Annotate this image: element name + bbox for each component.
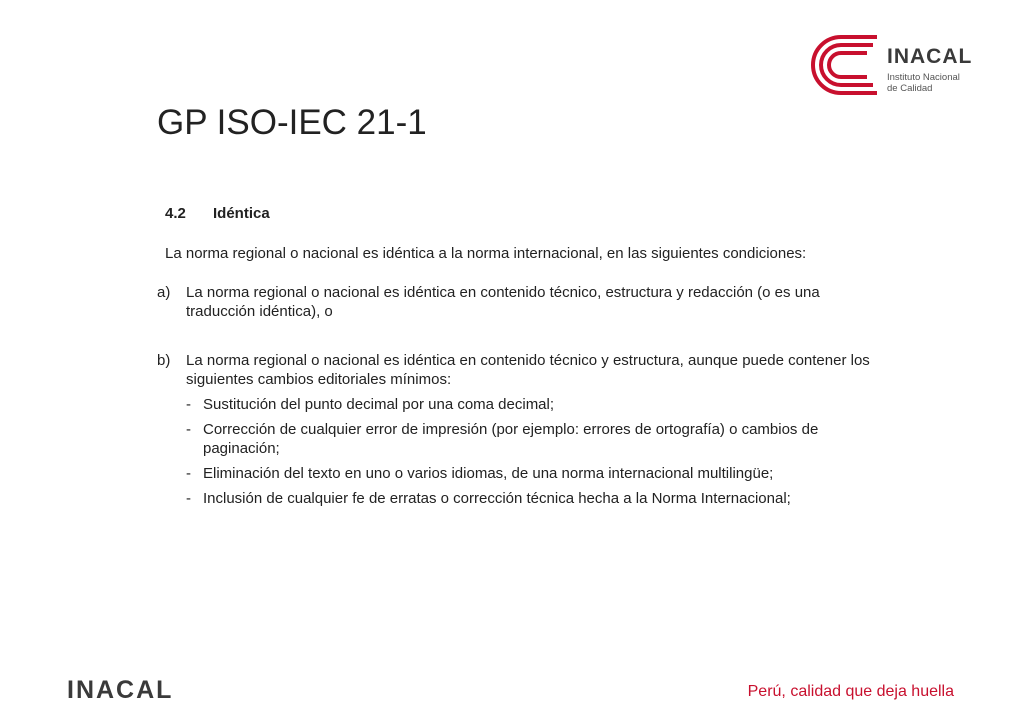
list-item [186,420,877,458]
logo-name: INACAL [887,45,973,68]
dash-bullet: - [186,490,191,507]
intro-paragraph: La norma regional o nacional es idéntica a la norma internacional, en las siguientes condiciones: [165,245,807,262]
document-body [157,204,877,508]
logo-subtitle [887,72,987,94]
dash-bullet: - [186,465,191,482]
inacal-logo [801,32,981,98]
logo-subtitle-line1: Instituto Nacional [887,72,960,83]
inacal-emblem-icon [801,32,881,98]
condition-text: La norma regional o nacional es idéntica en contenido técnico, estructura y redacción (o es una traducción idéntica), o [186,284,820,320]
list-item [186,464,877,483]
condition-a [157,283,877,321]
dash-bullet: - [186,421,191,438]
condition-letter: b) [157,352,171,369]
list-item-text: Eliminación del texto en uno o varios idiomas, de una norma internacional multilingüe; [203,465,774,482]
editorial-changes-list [186,395,877,508]
dash-bullet: - [186,396,191,413]
condition-body [186,351,877,508]
list-item-text: Inclusión de cualquier fe de erratas o corrección técnica hecha a la Norma Internacional; [203,490,791,507]
condition-b [157,351,877,508]
list-item-text: Sustitución del punto decimal por una coma decimal; [203,396,555,413]
logo-subtitle-line2: de Calidad [887,83,933,94]
list-item [186,489,877,508]
condition-text: La norma regional o nacional es idéntica en contenido técnico y estructura, aunque puede contener los siguientes cambios editoriales mínimos: [186,352,870,388]
footer-slogan: Perú, calidad que deja huella [747,683,954,700]
section-title: Idéntica [213,205,270,222]
condition-letter: a) [157,284,171,301]
list-item-text: Corrección de cualquier error de impresión (por ejemplo: errores de ortografía) o cambios de paginación; [203,421,819,457]
footer-logo: INACAL [67,676,174,704]
section-heading [165,204,877,223]
section-number: 4.2 [165,205,186,222]
list-item [186,395,877,414]
page-title: GP ISO-IEC 21-1 [157,103,427,142]
